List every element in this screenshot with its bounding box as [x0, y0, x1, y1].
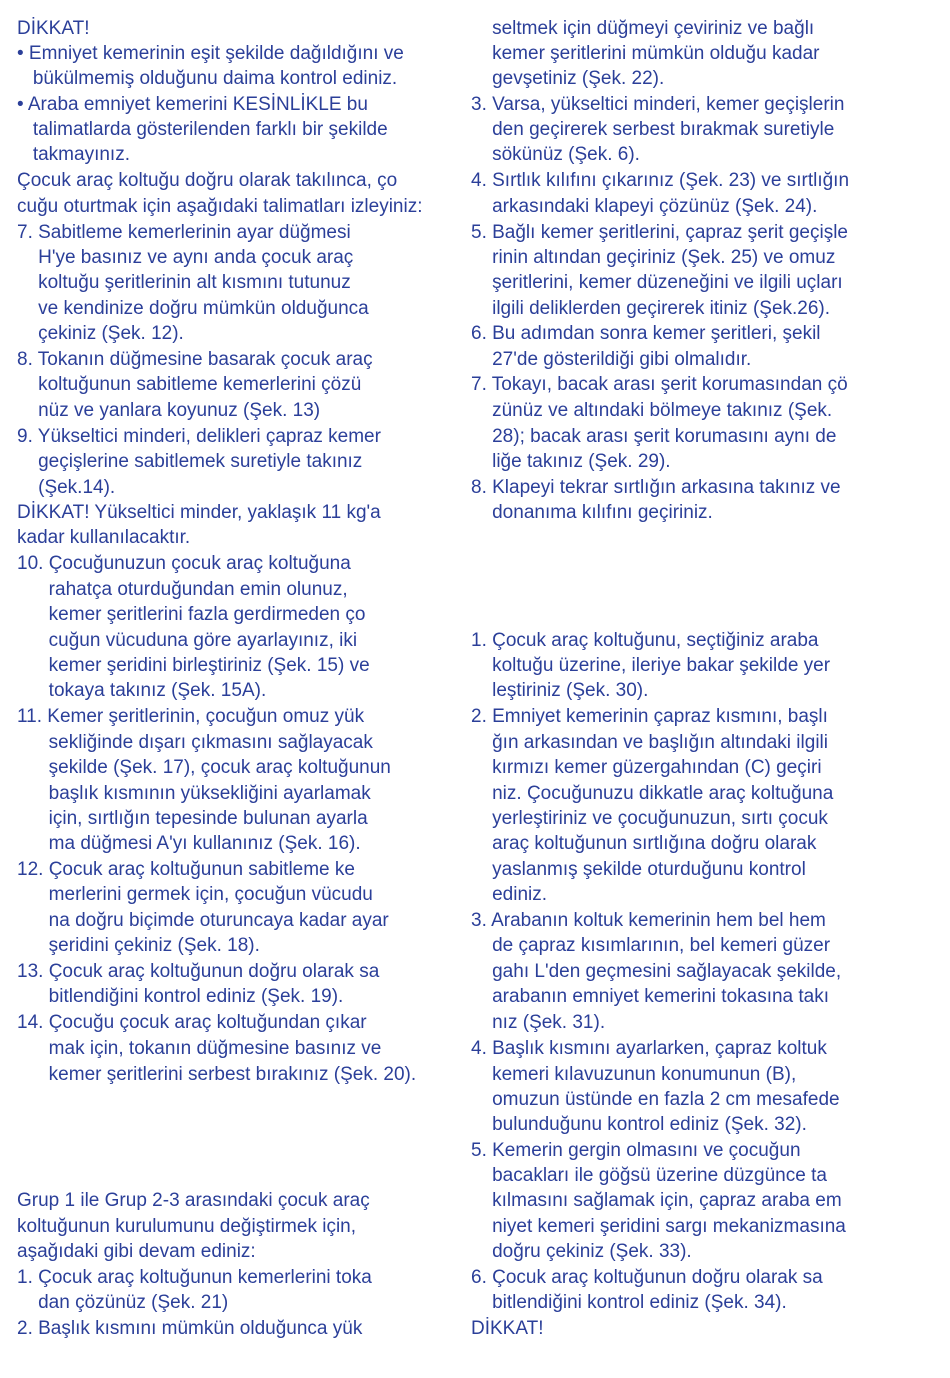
text-line: 1. Çocuk araç koltuğunun kemerlerini toka [17, 1267, 372, 1288]
text-line: • Araba emniyet kemerini KESİNLİKLE bu [17, 94, 368, 115]
text-line: kemeri kılavuzunun konumunun (B), [471, 1064, 797, 1085]
text-line: donanıma kılıfını geçiriniz. [471, 502, 713, 523]
text-line: 5. Bağlı kemer şeritlerini, çapraz şerit geçişle [471, 222, 848, 243]
text-line: cuğu oturtmak için aşağıdaki talimatları izleyiniz: [17, 196, 423, 217]
text-line: 4. Sırtlık kılıfını çıkarınız (Şek. 23) ve sırtlığın [471, 170, 850, 191]
text-line: arkasındaki klapeyi çözünüz (Şek. 24). [471, 196, 818, 217]
text-line: DİKKAT! [471, 1318, 544, 1339]
text-line: 27'de gösterildiği gibi olmalıdır. [471, 349, 752, 370]
text-line: bitlendiğini kontrol ediniz (Şek. 19). [17, 986, 344, 1007]
text-line: yaslanmış şekilde oturduğunu kontrol [471, 859, 806, 880]
text-line: aşağıdaki gibi devam ediniz: [17, 1241, 256, 1262]
text-line: gahı L'den geçmesini sağlayacak şekilde, [471, 961, 842, 982]
text-line: cuğun vücuduna göre ayarlayınız, iki [17, 630, 358, 651]
text-line: niz. Çocuğunuzu dikkatle araç koltuğuna [471, 783, 834, 804]
text-line: ve kendinize doğru mümkün olduğunca [17, 298, 369, 319]
text-line: 4. Başlık kısmını ayarlarken, çapraz koltuk [471, 1038, 827, 1059]
text-line: koltuğunun sabitleme kemerlerini çözü [17, 374, 362, 395]
text-line: nız (Şek. 31). [471, 1012, 606, 1033]
text-line: DİKKAT! [17, 18, 90, 39]
text-line: kemer şeridini birleştiriniz (Şek. 15) ve [17, 655, 370, 676]
text-line: için, sırtlığın tepesinde bulunan ayarla [17, 808, 368, 829]
text-line: bulunduğunu kontrol ediniz (Şek. 32). [471, 1114, 807, 1135]
text-line: ğın arkasından ve başlığın altındaki ilgili [471, 732, 828, 753]
text-line: merlerini germek için, çocuğun vücudu [17, 884, 373, 905]
text-line: kemer şeritlerini mümkün olduğu kadar [471, 43, 820, 64]
text-line: 11. Kemer şeritlerinin, çocuğun omuz yük [17, 706, 365, 727]
text-line: 28); bacak arası şerit korumasını aynı de [471, 426, 837, 447]
text-line: 3. Varsa, yükseltici minderi, kemer geçişlerin [471, 94, 845, 115]
text-line: sökünüz (Şek. 6). [471, 144, 640, 165]
text-line: 8. Tokanın düğmesine basarak çocuk araç [17, 349, 373, 370]
text-line: liğe takınız (Şek. 29). [471, 451, 671, 472]
text-line: • Emniyet kemerinin eşit şekilde dağıldığını ve [17, 43, 404, 64]
text-line: seltmek için düğmeyi çeviriniz ve bağlı [471, 18, 815, 39]
text-line: 8. Klapeyi tekrar sırtlığın arkasına takınız ve [471, 477, 841, 498]
text-line: 14. Çocuğu çocuk araç koltuğundan çıkar [17, 1012, 367, 1033]
text-line: Çocuk araç koltuğu doğru olarak takılınca, ço [17, 170, 398, 191]
text-line: 9. Yükseltici minderi, delikleri çapraz kemer [17, 426, 381, 447]
text-line: 2. Emniyet kemerinin çapraz kısmını, başlı [471, 706, 828, 727]
text-line: DİKKAT! Yükseltici minder, yaklaşık 11 kg'a [17, 502, 381, 523]
text-line: şeritlerini, kemer düzeneğini ve ilgili uçları [471, 272, 843, 293]
text-line: takmayınız. [17, 144, 130, 165]
text-line: 7. Tokayı, bacak arası şerit korumasından çö [471, 374, 848, 395]
text-line: ilgili deliklerden geçirerek itiniz (Şek.26). [471, 298, 831, 319]
text-line: koltuğu üzerine, ileriye bakar şekilde yer [471, 655, 831, 676]
text-line: rahatça oturduğundan emin olunuz, [17, 579, 348, 600]
text-line: niyet kemeri şeridini sargı mekanizmasına [471, 1216, 846, 1237]
text-line: 5. Kemerin gergin olmasını ve çocuğun [471, 1140, 801, 1161]
text-line: leştiriniz (Şek. 30). [471, 680, 649, 701]
text-line: kırmızı kemer güzergahından (C) geçiri [471, 757, 822, 778]
text-line: rinin altından geçiriniz (Şek. 25) ve omuz [471, 247, 836, 268]
text-line: bitlendiğini kontrol ediniz (Şek. 34). [471, 1292, 787, 1313]
text-line: kemer şeritlerini serbest bırakınız (Şek. 20). [17, 1064, 417, 1085]
text-line: kılmasını sağlamak için, çapraz araba em [471, 1190, 842, 1211]
text-line: 6. Bu adımdan sonra kemer şeritleri, şekil [471, 323, 821, 344]
text-line: 3. Arabanın koltuk kemerinin hem bel hem [471, 910, 826, 931]
text-line: koltuğunun kurulumunu değiştirmek için, [17, 1216, 357, 1237]
text-line: ediniz. [471, 884, 548, 905]
text-line: şekilde (Şek. 17), çocuk araç koltuğunun [17, 757, 391, 778]
text-line: zünüz ve altındaki bölmeye takınız (Şek. [471, 400, 833, 421]
text-line: dan çözünüz (Şek. 21) [17, 1292, 229, 1313]
text-line: yerleştiriniz ve çocuğunuzun, sırtı çocuk [471, 808, 828, 829]
text-line: de çapraz kısımlarının, bel kemeri güzer [471, 935, 831, 956]
text-line: şeridini çekiniz (Şek. 18). [17, 935, 260, 956]
text-line: tokaya takınız (Şek. 15A). [17, 680, 267, 701]
text-line: talimatlarda gösterilenden farklı bir şekilde [17, 119, 388, 140]
text-line: başlık kısmının yüksekliğini ayarlamak [17, 783, 371, 804]
text-line: bacakları ile göğsü üzerine düzgünce ta [471, 1165, 827, 1186]
text-line: H'ye basınız ve aynı anda çocuk araç [17, 247, 354, 268]
text-line: bükülmemiş olduğunu daima kontrol ediniz. [17, 68, 398, 89]
text-line: araç koltuğunun sırtlığına doğru olarak [471, 833, 817, 854]
text-line: arabanın emniyet kemerini tokasına takı [471, 986, 830, 1007]
text-line: kadar kullanılacaktır. [17, 527, 191, 548]
text-line: gevşetiniz (Şek. 22). [471, 68, 665, 89]
text-line: omuzun üstünde en fazla 2 cm mesafede [471, 1089, 840, 1110]
text-line: 13. Çocuk araç koltuğunun doğru olarak sa [17, 961, 380, 982]
text-line: (Şek.14). [17, 477, 116, 498]
text-line: na doğru biçimde oturuncaya kadar ayar [17, 910, 389, 931]
text-line: ma düğmesi A'yı kullanınız (Şek. 16). [17, 833, 361, 854]
text-line: çekiniz (Şek. 12). [17, 323, 184, 344]
text-line: doğru çekiniz (Şek. 33). [471, 1241, 692, 1262]
text-line: 2. Başlık kısmını mümkün olduğunca yük [17, 1318, 363, 1339]
text-line: Grup 1 ile Grup 2-3 arasındaki çocuk araç [17, 1190, 370, 1211]
text-line: sekliğinde dışarı çıkmasını sağlayacak [17, 732, 373, 753]
text-line: kemer şeritlerini fazla gerdirmeden ço [17, 604, 366, 625]
text-line: geçişlerine sabitlemek suretiyle takınız [17, 451, 363, 472]
text-line: koltuğu şeritlerinin alt kısmını tutunuz [17, 272, 351, 293]
text-line: 1. Çocuk araç koltuğunu, seçtiğiniz araba [471, 630, 819, 651]
text-line: 7. Sabitleme kemerlerinin ayar düğmesi [17, 222, 351, 243]
text-line: nüz ve yanlara koyunuz (Şek. 13) [17, 400, 321, 421]
text-line: mak için, tokanın düğmesine basınız ve [17, 1038, 382, 1059]
text-line: 6. Çocuk araç koltuğunun doğru olarak sa [471, 1267, 823, 1288]
text-line: 10. Çocuğunuzun çocuk araç koltuğuna [17, 553, 351, 574]
text-line: den geçirerek serbest bırakmak suretiyle [471, 119, 835, 140]
text-line: 12. Çocuk araç koltuğunun sabitleme ke [17, 859, 355, 880]
